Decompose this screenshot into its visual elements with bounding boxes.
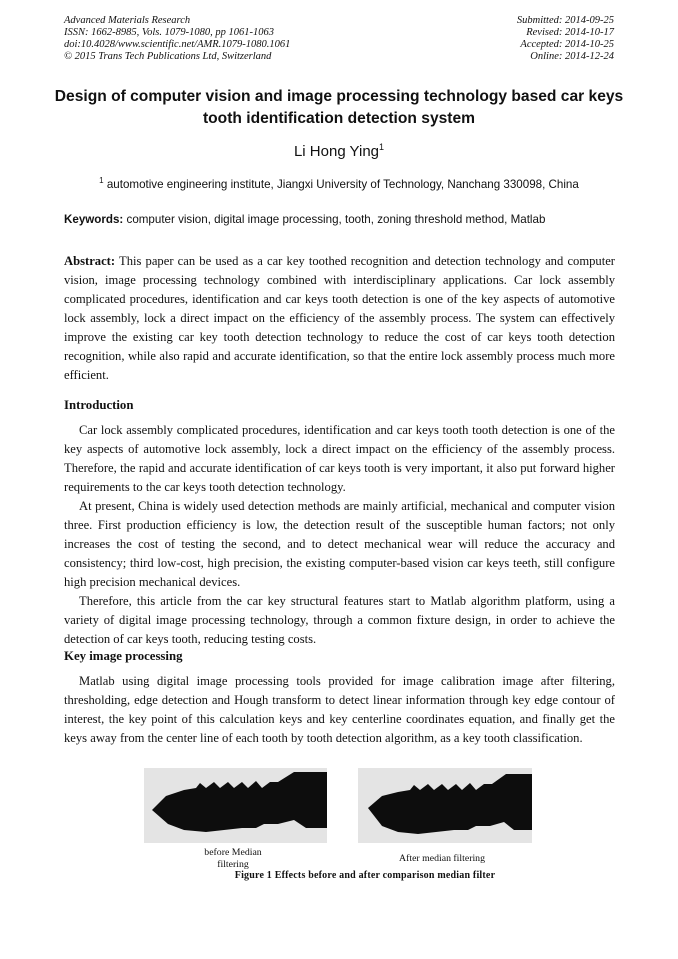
author-superscript: 1 — [379, 142, 385, 152]
car-key-silhouette-after — [358, 768, 532, 843]
paragraph: Car lock assembly complicated procedures, identification and car keys tooth tooth detection is one of the key aspects of automotive lock assembly, lock a direct impact on the efficiency of the assembly process. Therefore, the rapid and accurate identification of car keys tooth is very important, it also put forward higher requirements to the car keys tooth detection technology. — [64, 423, 615, 494]
car-key-silhouette-before — [144, 768, 327, 843]
revised-date: Revised: 2014-10-17 — [526, 27, 614, 38]
journal-name: Advanced Materials Research — [64, 15, 191, 26]
author-name: Li Hong Ying — [293, 143, 380, 160]
accepted-date: Accepted: 2014-10-25 — [520, 39, 614, 50]
abstract — [64, 252, 615, 385]
abstract-text: This paper can be used as a car key toothed recognition and detection technology and computer vision, image processing technology combined with interdisciplinary applications. Car lock assembly complicated procedures, identification and car keys tooth detection is one of the key aspects of automotive lock assembly, lock a direct impact on the efficiency of the assembly process. The system can effectively improve the existing car key tooth detection technology to reduce the cost of car keys tooth detection recognition, while also rapid and accurate identification, so that the entire lock assembly process much more efficient. — [64, 254, 615, 382]
key-processing-body — [64, 672, 615, 748]
paragraph: Matlab using digital image processing tools provided for image calibration image after filtering, thresholding, edge detection and Hough transform to detect linear information through key edge contour of interest, the key point of this calculation keys and key centerline coordinates equation, and finally get the keys away from the center line of each tooth by tooth detection algorithm, as a key tooth classification. — [64, 674, 615, 745]
figure-caption: Figure 1 Effects before and after comparison median filter — [234, 870, 496, 881]
after-filter-caption: After median filtering — [399, 853, 485, 864]
affiliation-text: automotive engineering institute, Jiangxi University of Technology, Nanchang 330098, China — [106, 177, 579, 191]
author — [0, 142, 678, 160]
affiliation — [0, 176, 678, 191]
paper-title: Design of computer vision and image processing technology based car keys tooth identification detection system — [54, 88, 624, 127]
keywords-text: computer vision, digital image processing, tooth, zoning threshold method, Matlab — [126, 213, 546, 226]
keywords — [64, 213, 624, 226]
keywords-label: Keywords: — [64, 213, 124, 226]
journal-header-right — [517, 15, 614, 63]
copyright-line: © 2015 Trans Tech Publications Ltd, Switzerland — [64, 51, 272, 62]
abstract-label: Abstract: — [64, 254, 116, 268]
submitted-date: Submitted: 2014-09-25 — [516, 15, 614, 26]
paragraph: At present, China is widely used detection methods are mainly artificial, mechanical and computer vision three. First production efficiency is low, the detection result of the susceptible human factors; not only increases the cost of testing the second, and to detect mechanical wear will reduce the accuracy and consistency; third low-cost, high precision, the existing computer-based vision car keys teeth, still configure high precision mechanical devices. — [64, 499, 615, 589]
before-filter-caption: before Median filtering — [204, 847, 262, 870]
online-date: Online: 2014-12-24 — [530, 51, 614, 62]
journal-header-left — [64, 15, 290, 63]
after-filter-image — [358, 768, 532, 843]
key-processing-heading: Key image processing — [64, 649, 183, 663]
paragraph: Therefore, this article from the car key structural features start to Matlab algorithm platform, using a variety of digital image processing technology, through a common fixture design, in order to achieve the detection of car keys tooth, reducing testing costs. — [64, 594, 615, 646]
doi-line: doi:10.4028/www.scientific.net/AMR.1079-1080.1061 — [64, 39, 291, 50]
introduction-heading: Introduction — [64, 398, 134, 412]
introduction-body — [64, 421, 615, 649]
affiliation-superscript: 1 — [99, 176, 104, 185]
issn-line: ISSN: 1662-8985, Vols. 1079-1080, pp 1061-1063 — [64, 27, 274, 38]
before-filter-image — [144, 768, 327, 843]
